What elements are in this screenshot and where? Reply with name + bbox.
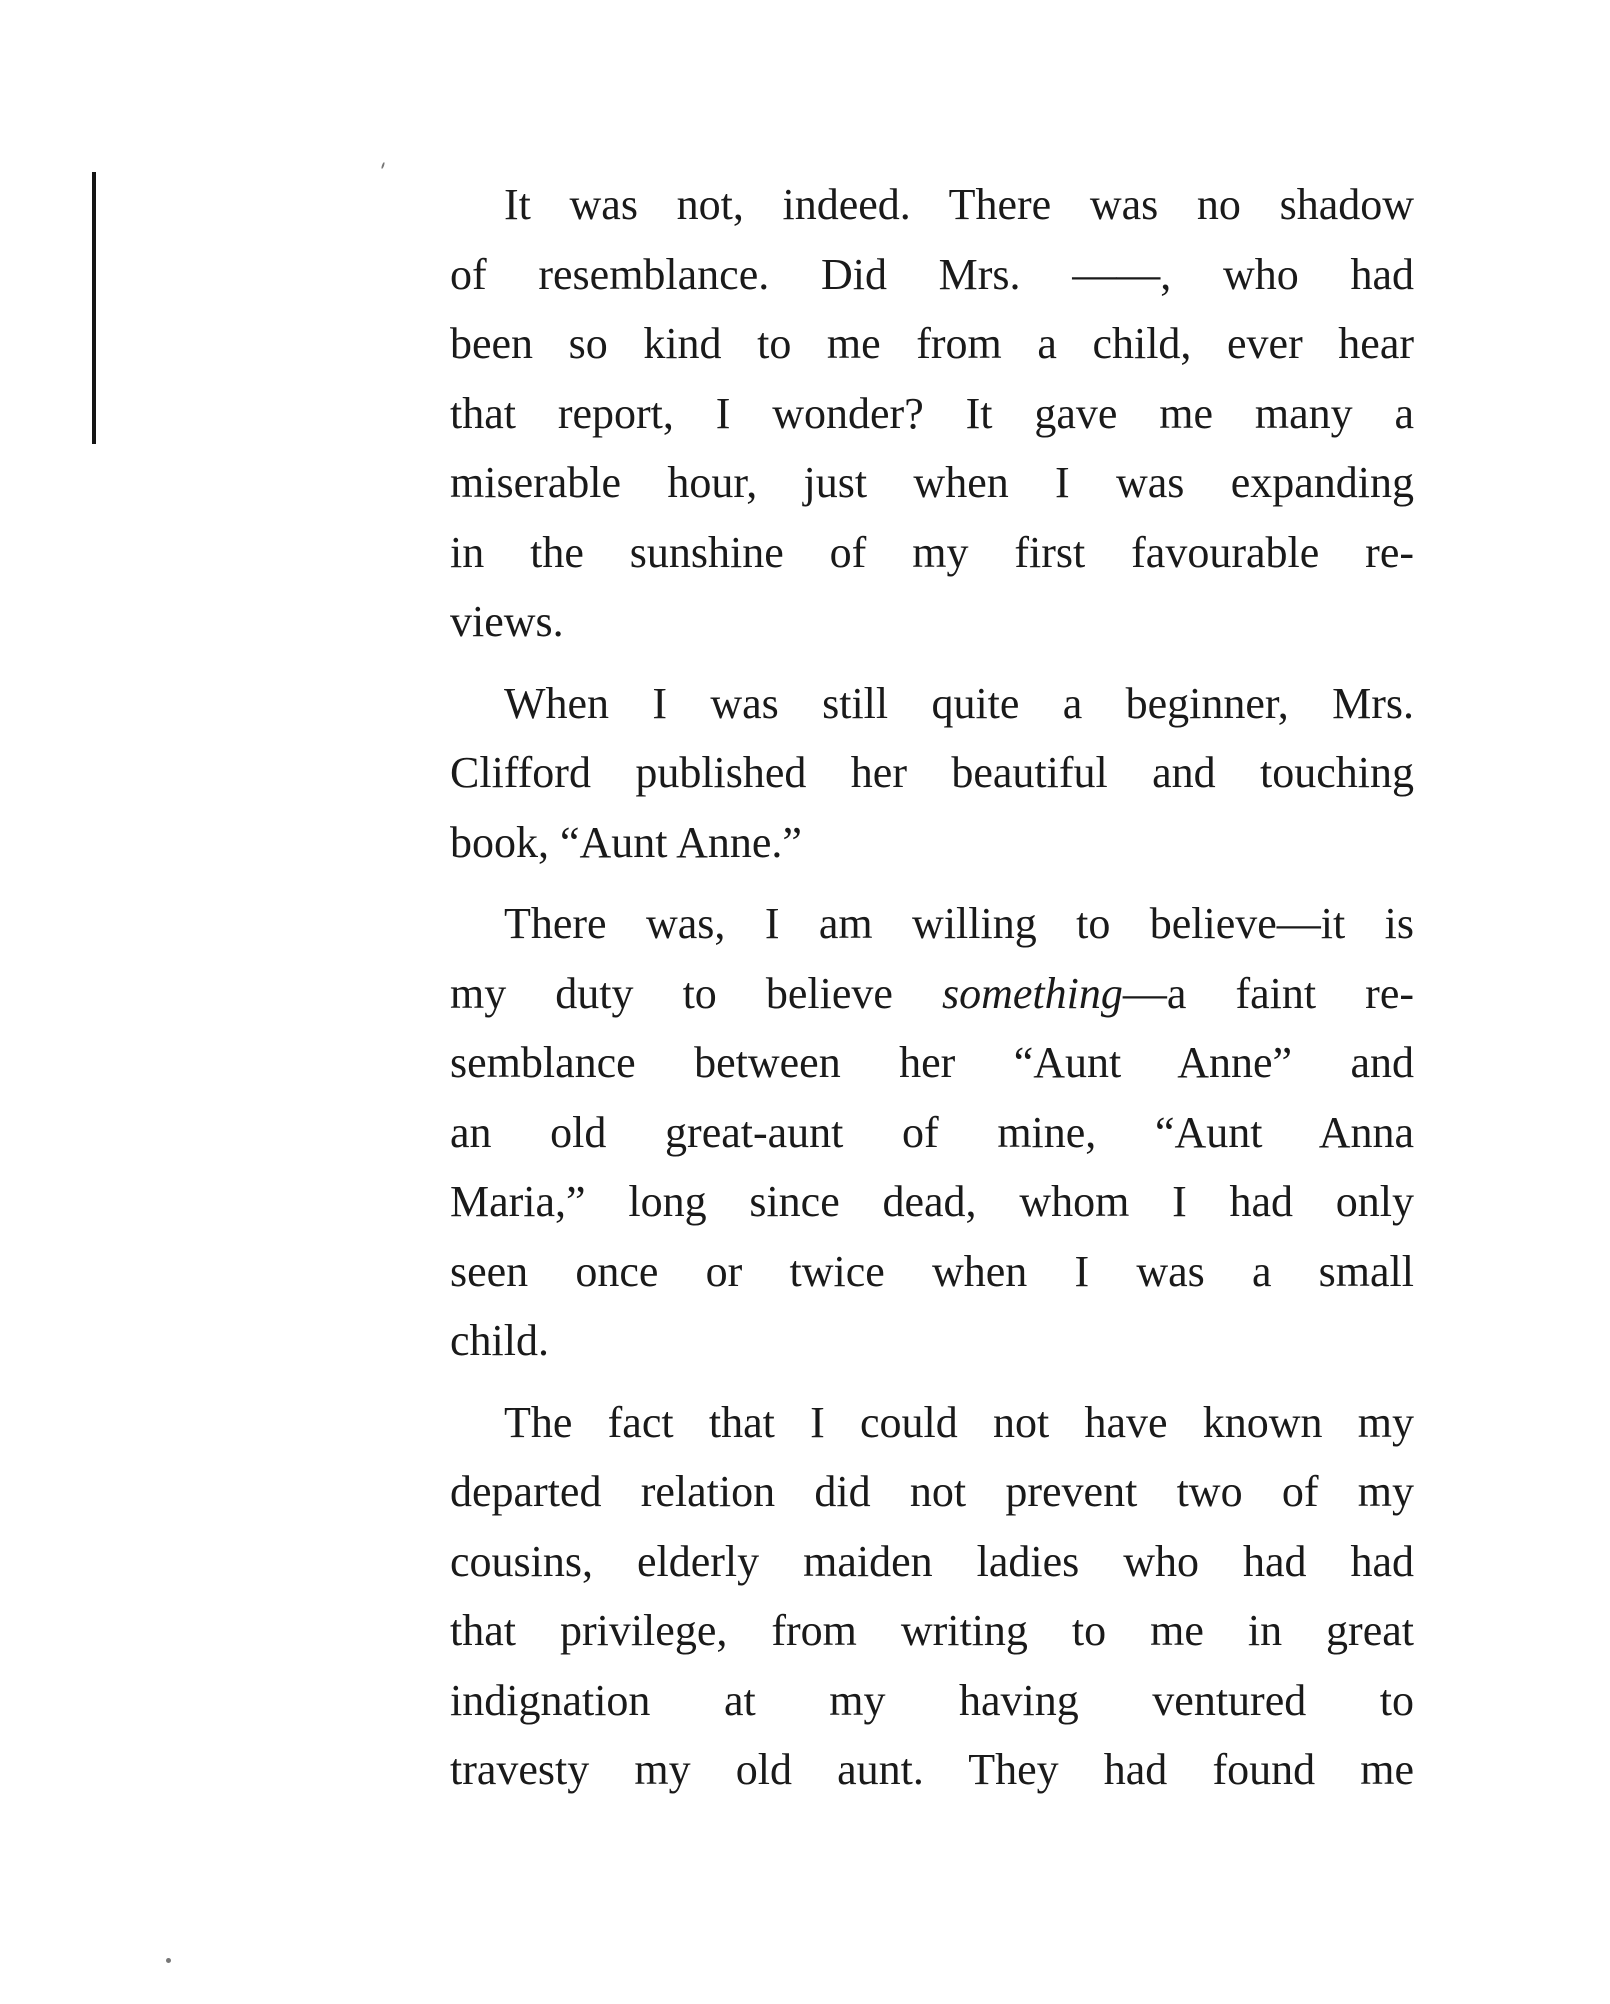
body-text	[450, 170, 1414, 1817]
text-line: that report, I wonder? It gave me many a	[450, 388, 1414, 438]
text-line: cousins, elderly maiden ladies who had had	[450, 1536, 1414, 1586]
text-line: seen once or twice when I was a small	[450, 1246, 1414, 1296]
text-line: departed relation did not prevent two of my	[450, 1467, 1414, 1516]
text-line: There was, I am willing to believe—it is	[504, 899, 1414, 948]
text-line: miserable hour, just when I was expanding	[450, 458, 1414, 507]
text-line-with-emphasis	[450, 959, 1414, 1029]
margin-rule	[92, 172, 96, 444]
paragraph-3	[450, 889, 1414, 1376]
text-line: The fact that I could not have known my	[504, 1397, 1414, 1447]
text-line: Clifford published her beautiful and touching	[450, 748, 1414, 797]
text-line: Maria,” long since dead, whom I had only	[450, 1177, 1414, 1226]
text-line: of resemblance. Did Mrs. ——, who had	[450, 249, 1414, 299]
text-line: When I was still quite a beginner, Mrs.	[504, 678, 1414, 728]
paragraph-4	[450, 1388, 1414, 1805]
text-line: indignation at my having ventured to	[450, 1675, 1414, 1725]
text-line: been so kind to me from a child, ever hear	[450, 319, 1414, 368]
ink-speck	[381, 162, 385, 169]
text-line: It was not, indeed. There was no shadow	[504, 180, 1414, 229]
text-line: semblance between her “Aunt Anne” and	[450, 1038, 1414, 1087]
line-segment: my duty to believe	[450, 968, 942, 1018]
paragraph-2	[450, 669, 1414, 878]
ink-speck	[166, 1958, 171, 1963]
text-line: views.	[450, 597, 564, 646]
line-segment: —a faint re-	[1122, 968, 1414, 1018]
text-line: child.	[450, 1316, 549, 1365]
emphasized-word: something	[941, 968, 1123, 1018]
paragraph-1	[450, 170, 1414, 657]
text-line: that privilege, from writing to me in great	[450, 1606, 1414, 1655]
text-line: book, “Aunt Anne.”	[450, 817, 802, 867]
text-line: an old great-aunt of mine, “Aunt Anna	[450, 1107, 1414, 1157]
text-line: in the sunshine of my first favourable re-	[450, 527, 1414, 577]
text-line: travesty my old aunt. They had found me	[450, 1745, 1414, 1794]
